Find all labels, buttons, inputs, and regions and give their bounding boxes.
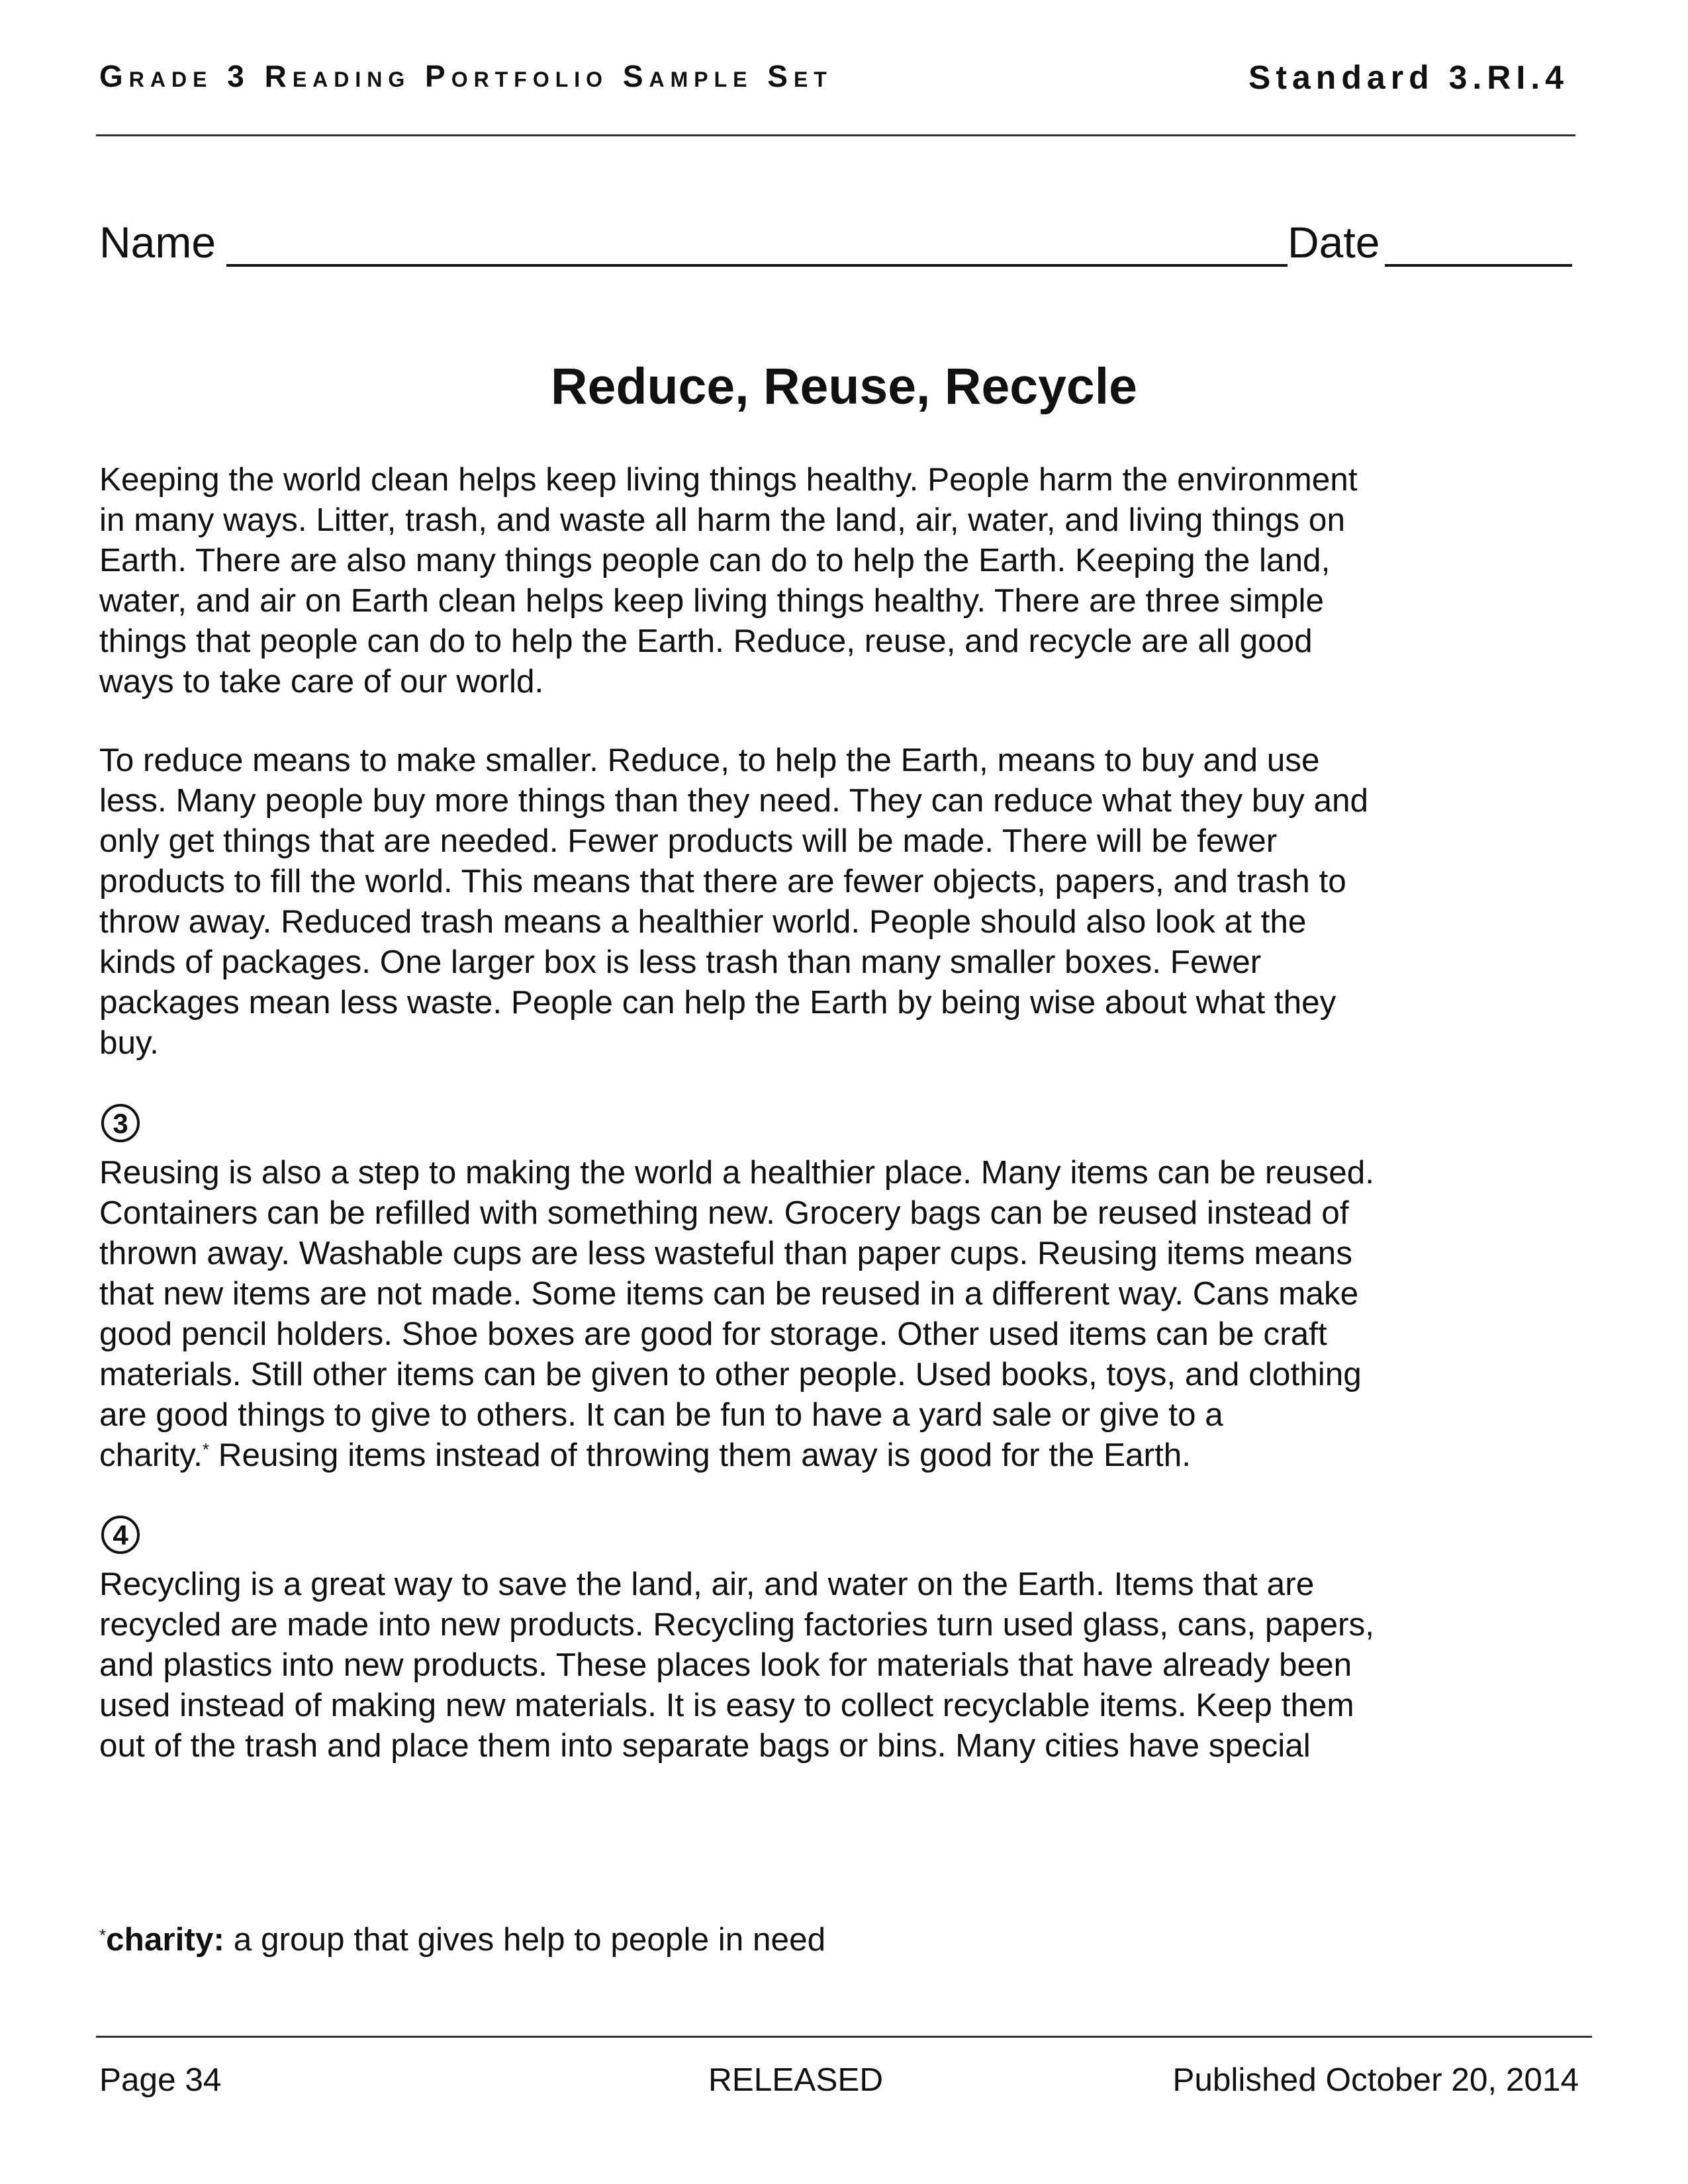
footnote (99, 1919, 825, 1960)
paragraph-line: kinds of packages. One larger box is less trash than many smaller boxes. Fewer (99, 944, 1262, 980)
paragraph-line: and plastics into new products. These places look for materials that have already been (99, 1647, 1352, 1683)
paragraph-line: Reusing is also a step to making the world a healthier place. Many items can be reused. (99, 1154, 1375, 1191)
paragraph-line: Recycling is a great way to save the land, air, and water on the Earth. Items that are (99, 1566, 1315, 1602)
paragraph-line: used instead of making new materials. It is easy to collect recyclable items. Keep them (99, 1687, 1354, 1723)
paragraph-number-4: 4 (101, 1516, 140, 1554)
paragraph-line: less. Many people buy more things than they need. They can reduce what they buy and (99, 782, 1369, 819)
name-date-fields (99, 217, 1572, 270)
paragraph-line: good pencil holders. Shoe boxes are good for storage. Other used items can be craft (99, 1316, 1327, 1352)
published-date: Published October 20, 2014 (1172, 2062, 1579, 2098)
footnote-definition: a group that gives help to people in need (224, 1921, 826, 1958)
paragraph-line: things that people can do to help the Earth. Reduce, reuse, and recycle are all good (99, 623, 1313, 659)
paragraph-line: To reduce means to make smaller. Reduce, to help the Earth, means to buy and use (99, 742, 1320, 778)
paragraph-line: only get things that are needed. Fewer products will be made. There will be fewer (99, 823, 1278, 859)
paragraph-line: buy. (99, 1024, 159, 1061)
release-status: RELEASED (708, 2062, 884, 2098)
paragraph-line: thrown away. Washable cups are less wasteful than paper cups. Reusing items means (99, 1235, 1352, 1271)
paragraph-line: throw away. Reduced trash means a healthier world. People should also look at the (99, 903, 1307, 940)
paragraph-line: recycled are made into new products. Recycling factories turn used glass, cans, papers, (99, 1606, 1374, 1643)
footer-divider (96, 2036, 1592, 2038)
name-field[interactable] (226, 264, 1288, 267)
paragraph-line: out of the trash and place them into separate bags or bins. Many cities have special (99, 1727, 1311, 1764)
paragraph-1 (99, 459, 1589, 702)
paragraph-2 (99, 740, 1589, 1063)
date-label: Date (1288, 218, 1380, 267)
paragraph-line: products to fill the world. This means that there are fewer objects, papers, and trash to (99, 863, 1346, 899)
page-number: Page 34 (99, 2062, 222, 2098)
paragraph-number-3: 3 (101, 1104, 140, 1142)
charity-word: charity. (99, 1437, 203, 1473)
series-title: Grade 3 Reading Portfolio Sample Set (99, 59, 833, 93)
paragraph-3 (99, 1152, 1589, 1475)
paragraph-line: materials. Still other items can be given to other people. Used books, toys, and clothing (99, 1356, 1362, 1392)
paragraph-line: packages mean less waste. People can help the Earth by being wise about what they (99, 984, 1336, 1021)
footnote-star: * (99, 1925, 107, 1945)
paragraph-line: that new items are not made. Some items can be reused in a different way. Cans make (99, 1275, 1359, 1312)
footnote-marker: * (202, 1439, 209, 1459)
paragraph-line (99, 1435, 1589, 1475)
page-header (99, 58, 1569, 98)
standard-label: Standard 3.RI.4 (1248, 59, 1569, 96)
paragraph-line: water, and air on Earth clean helps keep living things healthy. There are three simple (99, 582, 1324, 619)
footnote-term: charity: (106, 1921, 224, 1958)
header-divider (96, 134, 1575, 136)
passage-title: Reduce, Reuse, Recycle (551, 358, 1137, 415)
paragraph-line: Containers can be refilled with something new. Grocery bags can be reused instead of (99, 1195, 1349, 1231)
paragraph-line: Earth. There are also many things people can do to help the Earth. Keeping the land, (99, 542, 1331, 578)
page-footer (99, 2061, 1579, 2101)
name-label: Name (99, 218, 216, 267)
paragraph-line-rest: Reusing items instead of throwing them away is good for the Earth. (209, 1437, 1192, 1473)
paragraph-line: ways to take care of our world. (99, 663, 544, 700)
paragraph-line: in many ways. Litter, trash, and waste all harm the land, air, water, and living things on (99, 502, 1345, 538)
paragraph-line: are good things to give to others. It can be fun to have a yard sale or give to a (99, 1396, 1223, 1433)
date-field[interactable] (1385, 264, 1572, 267)
paragraph-line: Keeping the world clean helps keep living things healthy. People harm the environment (99, 461, 1358, 498)
paragraph-4 (99, 1564, 1589, 1766)
